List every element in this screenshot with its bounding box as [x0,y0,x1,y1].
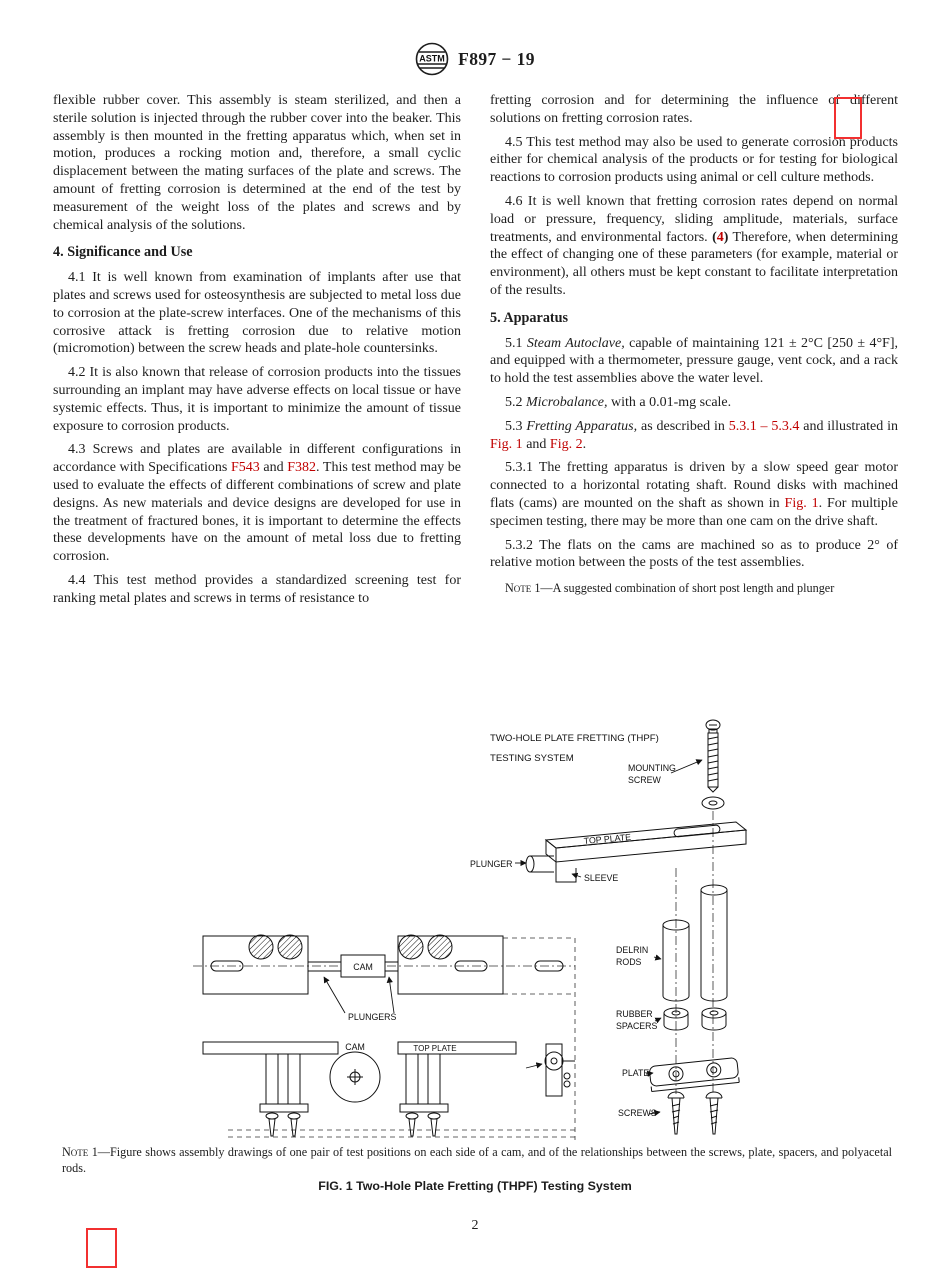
paragraph-4-3 [53,441,461,566]
label-mounting-screw: SCREW [628,775,661,785]
label-rubber-spacers: SPACERS [616,1021,658,1031]
paragraph-number: 5.1 [505,335,527,351]
paragraph-text: 4.2 It is also known that release of corrosion products into the tissues surrounding an implant may have adverse effects on local tissue or have systemic effects. Thus, it is important to minimize the amount of tissue exposure to corrosion products. [53,365,461,434]
label-plate: PLATE [622,1068,650,1078]
figure-note-text: Figure shows assembly drawings of one pair of test positions on each side of a cam, and of the relationships between the screws, plate, spacers, and polyacetal rods. [62,1145,892,1175]
heading-text: 4. Significance and Use [53,244,193,261]
paragraph-text: Therefore, when determining the effect of changing one of these parameters (for example, material or environment), all others must be kept constant to facilitate interpretation of the results. [490,229,898,298]
top-plate-exploded-drawing [546,822,746,862]
paragraph-number: 5.3 [505,418,527,434]
paragraph-text: 4.6 It is well known that fretting corrosion rates depend on normal load or pressure, frequency, sliding amplitude, materials, surface treatments, and environmental factors. [490,193,898,245]
label-delrin-rods: DELRIN [616,945,649,955]
label-plunger: PLUNGER [470,859,513,869]
paragraph-5-3-1 [490,459,898,530]
link-annotation-box [834,97,862,139]
paragraph-5-2 [490,394,898,412]
paragraph-text: and [522,436,550,452]
label-delrin-rods: RODS [616,957,642,967]
label-mounting-screw: MOUNTING [628,763,676,773]
link-sections-531-534[interactable]: 5.3.1 – 5.3.4 [728,418,800,434]
figure-title-line2: TESTING SYSTEM [490,753,574,764]
paragraph-text: 4.1 It is well known from examination of implants after use that plates and screws used for osteosynthesis are subjected to metal loss due to corrosion at the plate-screw interfaces. One of the mechanisms of this corrosive attack is fretting corrosion due to relative motion (micromotion) between the screw heads and plate-hole countersinks. [53,270,461,357]
plunger-drawing [526,856,554,872]
paragraph-4-6 [490,193,898,300]
label-plungers: PLUNGERS [348,1012,397,1022]
paragraph-text: . [582,436,587,452]
bib-ref-paren: ) [723,229,729,245]
note-text: A suggested combination of short post length and plunger [552,581,835,596]
label-cam-side-view: CAM [345,1042,365,1052]
figure-title-line1: TWO-HOLE PLATE FRETTING (THPF) [490,733,659,744]
specimen-plate-drawing [649,1057,739,1091]
paragraph-4-2 [53,364,461,435]
link-fig-1[interactable]: Fig. 1 [784,495,819,511]
term-steam-autoclave: Steam Autoclave, [526,335,625,351]
figure-note-label: Note 1— [62,1145,110,1159]
note-label: Note 1— [505,581,553,596]
label-cam-top-view: CAM [353,962,373,972]
paragraph-text: 4.4 This test method provides a standardized screening test for ranking metal plates and screws in terms of resistance to [53,572,461,606]
paragraph-text: with a 0.01-mg scale. [607,394,732,410]
paragraph-4-4 [53,572,461,608]
doc-number: F897 − 19 [458,48,535,69]
figure-caption: FIG. 1 Two-Hole Plate Fretting (THPF) Testing System [318,1179,632,1193]
paragraph-text: fretting corrosion and for determining the influence of different solutions on fretting corrosion rates. [490,93,898,126]
label-screws: SCREWS [618,1108,657,1118]
heading-text: 5. Apparatus [490,309,569,326]
center-lines [193,811,713,1140]
link-spec-f543[interactable]: F543 [231,460,260,476]
paragraph-number: 5.2 [505,394,526,410]
sleeve-drawing [556,862,576,882]
figure-1-drawing [98,716,858,1144]
paragraph-text: as described in [637,418,729,434]
label-rubber-spacers: RUBBER [616,1009,653,1019]
svg-text:ASTM: ASTM [419,53,445,64]
label-top-plate-side: TOP PLATE [413,1044,457,1053]
right-column [490,92,898,614]
section-4-heading [53,244,461,262]
label-sleeve: SLEEVE [584,873,619,883]
paragraph-5-1 [490,335,898,388]
delrin-rods-drawing [663,885,727,1001]
paragraph-4-1 [53,269,461,358]
side-view-drawing [203,1042,575,1136]
bib-ref-paren: ( [712,229,717,245]
specimen-screws-drawing [668,1092,722,1134]
paragraph-text: . This test method may be used to evaluate the effects of different combinations of screw and plate designs. As new materials and device designs are developed for use in the treatment of fractured bones, it is important to determine the effects these developments have on the amount of metal loss due to fretting corrosion. [53,460,462,565]
paragraph-4-5 [490,134,898,187]
link-fig-2[interactable]: Fig. 2 [549,436,583,452]
left-column [53,92,461,614]
page-header [0,42,950,76]
link-bib-ref-4[interactable]: 4 [716,229,724,245]
body-columns [53,92,898,614]
section-5-heading [490,310,898,328]
paragraph-text: capable of maintaining 121 ± 2°C [250 ± 4°F], and equipped with a thermometer, pressure gauge, vent cock, and a rack to hold the test assemblies above the water level. [490,335,899,387]
paragraph-text: 5.3.2 The flats on the cams are machined so as to produce 2° of relative motion between the posts of the test assemblies. [490,537,898,571]
paragraph-text: and illustrated in [799,418,899,434]
note-1-text-column [490,581,898,596]
term-fretting-apparatus: Fretting Apparatus, [526,418,638,434]
paragraph-5-3 [490,418,898,454]
paragraph-text: 4.3 Screws and plates are available in different configurations in accordance with Specifications [53,442,461,476]
top-view-drawing [203,935,563,994]
paragraph-text: and [259,460,288,476]
page-number: 2 [471,1218,479,1233]
paragraph-text: . For multiple specimen testing, there may be more than one cam on the drive shaft. [490,495,898,529]
rubber-spacers-drawing [664,1008,726,1030]
mounting-screw-drawing [706,720,720,792]
paragraph-text: 4.5 This test method may also be used to generate corrosion products either for chemical analysis of the products or for testing for biological reactions to corrosion products using animal or cell culture methods. [490,134,898,186]
paragraph-text: 5.3.1 The fretting apparatus is driven by a slow speed gear motor connected to a horizontal rotating shaft. Round disks with machined flats (cams) are mounted on the shaft as shown in [490,460,898,511]
paragraph-text: flexible rubber cover. This assembly is steam sterilized, and then a sterile solution is injected through the rubber cover into the beaker. This assembly is then mounted in the fretting apparatus which, when set in motion, produces a rocking motion and, therefore, a small cyclic displacement between the mating surfaces of the plate and screws. The amount of fretting corrosion is determined at the end of the test by measurement of the weight loss of the plates and screws and by chemical analysis of the solutions. [53,93,461,233]
label-top-plate-exploded: TOP PLATE [583,831,632,846]
term-microbalance: Microbalance, [526,394,608,410]
link-fig-1[interactable]: Fig. 1 [490,436,523,452]
figure-note [62,1145,892,1176]
paragraph-intro-continuation [53,92,461,234]
paragraph-5-3-2 [490,537,898,573]
link-annotation-box [86,1228,117,1268]
leader-arrows [324,760,702,1114]
astm-logo [415,42,449,76]
washer-drawing [702,797,724,809]
link-spec-f382[interactable]: F382 [287,460,317,476]
